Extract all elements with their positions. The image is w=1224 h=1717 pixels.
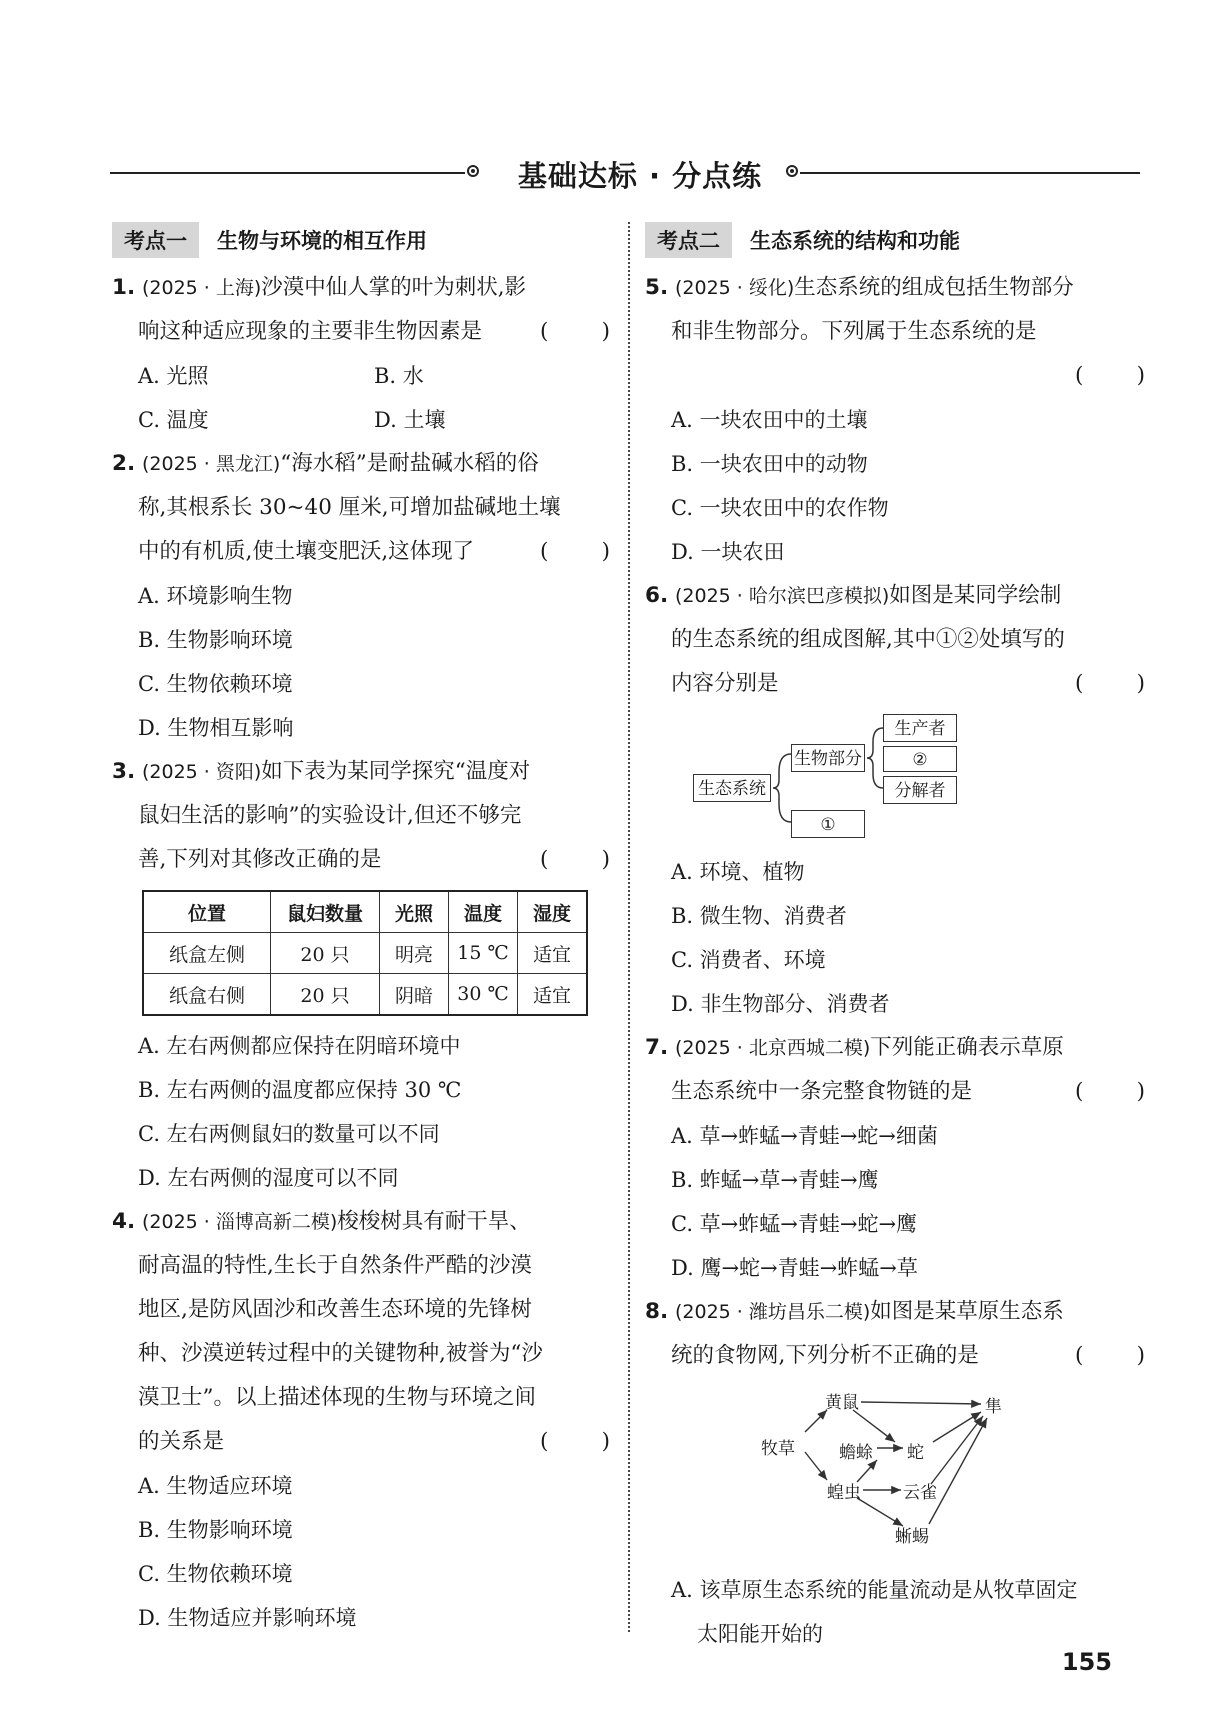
question-text: 地区,是防风固沙和改善生态环境的先锋树 <box>138 1297 532 1322</box>
question-text: 种、沙漠逆转过程中的关键物种,被誉为“沙 <box>138 1341 543 1366</box>
question-number: 2. <box>112 451 136 476</box>
experiment-table <box>142 890 588 1016</box>
table-header-row <box>143 891 587 933</box>
food-web-locust: 蝗虫 <box>827 1483 861 1503</box>
answer-bracket[interactable] <box>1075 662 1145 706</box>
table-cell: 20 只 <box>271 974 380 1016</box>
option-a-continued: 太阳能开始的 <box>697 1622 823 1646</box>
table-cell: 阴暗 <box>380 974 449 1016</box>
food-web-hawk: 隼 <box>985 1397 1002 1417</box>
option-b[interactable]: B. 微生物、消费者 <box>671 904 847 928</box>
section-tag: 考点二 <box>645 222 732 258</box>
section-title: 生物与环境的相互作用 <box>217 229 427 253</box>
left-column <box>112 222 610 1640</box>
table-cell: 纸盒右侧 <box>143 974 271 1016</box>
table-cell: 30 ℃ <box>449 974 518 1016</box>
option-a[interactable]: A. 左右两侧都应保持在阴暗环境中 <box>138 1034 461 1058</box>
table-cell: 明亮 <box>380 933 449 974</box>
table-cell: 纸盒左侧 <box>143 933 271 974</box>
question-source: (2025 · 潍坊昌乐二模) <box>674 1301 871 1323</box>
question-text: “海水稻”是耐盐碱水稻的俗 <box>280 451 539 476</box>
option-b[interactable]: B. 蚱蜢→草→青蛙→鹰 <box>671 1168 879 1192</box>
option-c[interactable]: C. 草→蚱蜢→青蛙→蛇→鹰 <box>671 1212 918 1236</box>
question-4 <box>112 1200 610 1640</box>
question-2 <box>112 442 610 750</box>
option-b[interactable]: B. 一块农田中的动物 <box>671 452 868 476</box>
option-c[interactable]: C. 一块农田中的农作物 <box>671 496 889 520</box>
question-text: 耐高温的特性,生长于自然条件严酷的沙漠 <box>138 1253 532 1278</box>
table-row <box>143 933 587 974</box>
answer-bracket[interactable] <box>540 838 610 882</box>
question-text: 如图是某同学绘制 <box>889 583 1062 608</box>
question-number: 7. <box>645 1035 669 1060</box>
question-text: 生态系统的组成包括生物部分 <box>794 275 1074 300</box>
section-tag: 考点一 <box>112 222 199 258</box>
table-cell: 20 只 <box>271 933 380 974</box>
question-8 <box>645 1290 1145 1656</box>
option-d[interactable]: D. 非生物部分、消费者 <box>671 992 890 1016</box>
diagram-bio-box: 生物部分 <box>791 744 865 772</box>
option-a[interactable]: A. 环境影响生物 <box>138 584 293 608</box>
answer-bracket[interactable] <box>1075 1070 1145 1114</box>
food-web-toad: 蟾蜍 <box>839 1443 873 1463</box>
table-cell: 适宜 <box>518 974 588 1016</box>
ecosystem-diagram <box>645 712 1145 844</box>
banner-rule-right <box>800 172 1140 174</box>
option-c[interactable]: C. 消费者、环境 <box>671 948 826 972</box>
question-3 <box>112 750 610 1200</box>
food-web-lizard: 蜥蜴 <box>895 1527 929 1547</box>
banner-ornament-left-icon <box>467 165 479 177</box>
option-d[interactable]: D. 土壤 <box>374 408 446 432</box>
question-number: 1. <box>112 275 136 300</box>
option-d[interactable]: D. 一块农田 <box>671 540 785 564</box>
question-text: 善,下列对其修改正确的是 <box>138 847 382 872</box>
table-header: 光照 <box>380 891 449 933</box>
table-header: 鼠妇数量 <box>271 891 380 933</box>
banner-ornament-right-icon <box>786 165 798 177</box>
table-header: 湿度 <box>518 891 588 933</box>
question-text: 梭梭树具有耐干旱、 <box>337 1209 531 1234</box>
section-banner <box>110 150 1140 194</box>
question-text: 的关系是 <box>138 1429 225 1454</box>
question-number: 4. <box>112 1209 136 1234</box>
diagram-producer-box: 生产者 <box>883 714 957 742</box>
answer-bracket[interactable] <box>1075 1334 1145 1378</box>
question-5 <box>645 266 1145 574</box>
option-a[interactable]: A. 生物适应环境 <box>138 1474 293 1498</box>
question-source: (2025 · 淄博高新二模) <box>141 1211 338 1233</box>
option-c[interactable]: C. 左右两侧鼠妇的数量可以不同 <box>138 1122 440 1146</box>
question-text: 响这种适应现象的主要非生物因素是 <box>138 319 483 344</box>
option-d[interactable]: D. 左右两侧的湿度可以不同 <box>138 1166 399 1190</box>
table-cell: 适宜 <box>518 933 588 974</box>
question-source: (2025 · 哈尔滨巴彦模拟) <box>674 585 890 607</box>
food-web-mouse: 黄鼠 <box>825 1393 859 1413</box>
table-row <box>143 974 587 1016</box>
option-d[interactable]: D. 鹰→蛇→青蛙→蚱蜢→草 <box>671 1256 918 1280</box>
question-number: 8. <box>645 1299 669 1324</box>
answer-bracket[interactable] <box>540 530 610 574</box>
food-web-diagram <box>645 1380 1145 1566</box>
answer-bracket[interactable] <box>540 310 610 354</box>
option-a[interactable]: A. 光照 <box>138 364 209 388</box>
diagram-decomposer-box: 分解者 <box>883 776 957 804</box>
diagram-root-box: 生态系统 <box>693 774 771 802</box>
question-text: 下列能正确表示草原 <box>870 1035 1064 1060</box>
question-7 <box>645 1026 1145 1290</box>
answer-bracket[interactable] <box>540 1420 610 1464</box>
question-source: (2025 · 上海) <box>141 277 262 299</box>
question-source: (2025 · 资阳) <box>141 761 262 783</box>
right-column <box>645 222 1145 1656</box>
question-source: (2025 · 北京西城二模) <box>674 1037 871 1059</box>
column-divider <box>628 222 630 1632</box>
option-b[interactable]: B. 生物影响环境 <box>138 1518 293 1542</box>
question-number: 3. <box>112 759 136 784</box>
food-web-lark: 云雀 <box>903 1483 937 1503</box>
section-title: 生态系统的结构和功能 <box>750 229 960 253</box>
page-number: 155 <box>1061 1648 1112 1676</box>
question-6 <box>645 574 1145 1026</box>
question-text: 称,其根系长 30~40 厘米,可增加盐碱地土壤 <box>138 495 561 520</box>
option-d[interactable]: D. 生物适应并影响环境 <box>138 1606 357 1630</box>
question-text: 生态系统中一条完整食物链的是 <box>671 1079 973 1104</box>
question-text: 沙漠中仙人掌的叶为刺状,影 <box>261 275 527 300</box>
table-header: 位置 <box>143 891 271 933</box>
option-a[interactable]: A. 该草原生态系统的能量流动是从牧草固定 <box>671 1578 1078 1602</box>
diagram-blank-2-box[interactable]: ② <box>883 746 957 772</box>
section-heading-2 <box>645 222 1145 258</box>
banner-title: 基础达标 · 分点练 <box>517 159 763 193</box>
option-b[interactable]: B. 左右两侧的温度都应保持 30 ℃ <box>138 1078 462 1102</box>
question-1 <box>112 266 610 442</box>
option-c[interactable]: C. 生物依赖环境 <box>138 672 293 696</box>
question-text: 漠卫士”。以上描述体现的生物与环境之间 <box>138 1385 536 1410</box>
option-c[interactable]: C. 温度 <box>138 408 209 432</box>
diagram-blank-1-box[interactable]: ① <box>791 810 865 838</box>
question-text: 的生态系统的组成图解,其中①②处填写的 <box>671 627 1065 652</box>
option-a[interactable]: A. 一块农田中的土壤 <box>671 408 868 432</box>
question-text: 统的食物网,下列分析不正确的是 <box>671 1343 979 1368</box>
table-cell: 15 ℃ <box>449 933 518 974</box>
answer-bracket[interactable] <box>1075 354 1145 398</box>
question-number: 6. <box>645 583 669 608</box>
question-text: 如下表为某同学探究“温度对 <box>261 759 531 784</box>
option-b[interactable]: B. 生物影响环境 <box>138 628 293 652</box>
food-web-snake: 蛇 <box>907 1443 924 1463</box>
question-text: 内容分别是 <box>671 671 779 696</box>
question-text: 中的有机质,使土壤变肥沃,这体现了 <box>138 539 475 564</box>
food-web-grass: 牧草 <box>761 1439 795 1459</box>
option-d[interactable]: D. 生物相互影响 <box>138 716 294 740</box>
banner-rule-left <box>110 172 465 174</box>
question-text: 如图是某草原生态系 <box>870 1299 1064 1324</box>
question-text: 鼠妇生活的影响”的实验设计,但还不够完 <box>138 803 522 828</box>
option-b[interactable]: B. 水 <box>374 364 424 388</box>
table-header: 温度 <box>449 891 518 933</box>
option-a[interactable]: A. 环境、植物 <box>671 860 805 884</box>
question-source: (2025 · 绥化) <box>674 277 795 299</box>
option-c[interactable]: C. 生物依赖环境 <box>138 1562 293 1586</box>
question-text: 和非生物部分。下列属于生态系统的是 <box>671 319 1037 344</box>
option-a[interactable]: A. 草→蚱蜢→青蛙→蛇→细菌 <box>671 1124 938 1148</box>
section-heading-1 <box>112 222 610 258</box>
question-number: 5. <box>645 275 669 300</box>
question-source: (2025 · 黑龙江) <box>141 453 281 475</box>
